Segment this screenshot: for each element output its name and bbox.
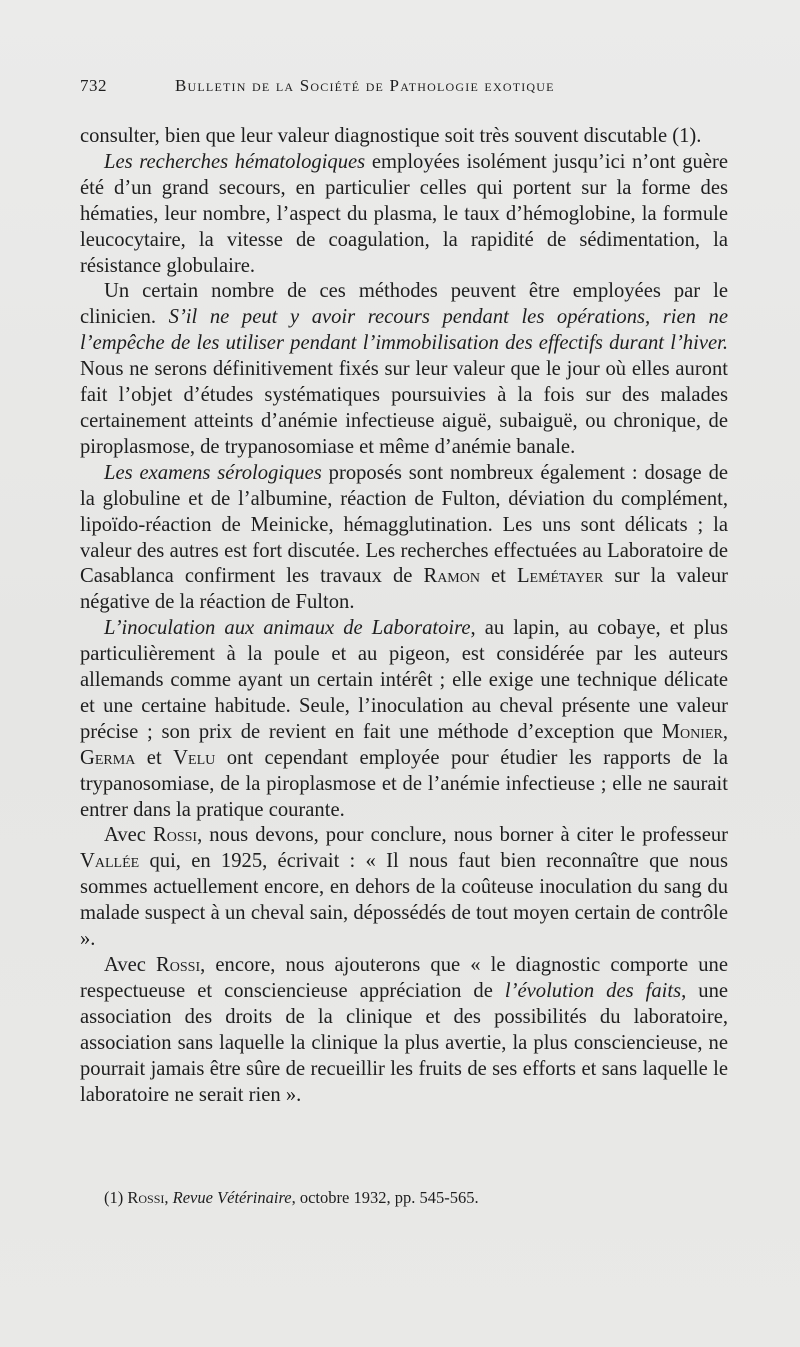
author-name: Rossi bbox=[127, 1188, 165, 1207]
paragraph-text: , une association des droits de la clinique et des possibilités du laboratoire, association sans laquelle la clinique la plus avertie, la plus consciencieuse, ne pourrait jamais être sûre de recueillir les fruits de ses efforts et sans laquelle le laboratoire ne serait rien ». bbox=[80, 979, 728, 1106]
paragraph-7 bbox=[80, 953, 728, 1108]
author-name: Vallée bbox=[80, 850, 140, 873]
italic-heading: Les recherches hématologiques bbox=[104, 150, 366, 173]
author-name: Germa bbox=[80, 746, 136, 769]
paragraph-text: employées isolément jusqu’ici n’ont guère été d’un grand secours, en particulier celles qui portent sur la forme des hématies, leur nombre, l’aspect du plasma, le taux d’hémoglobine, la formule leucocytaire, la vitesse de coagulation, la rapidité de sédimentation, la résistance globulaire. bbox=[80, 150, 728, 277]
paragraph-text: Nous ne serons définitivement fixés sur leur valeur que le jour où elles auront fait l’objet d’études systématiques poursuivies à la fois sur des malades certainement atteints d’anémie infectieuse aiguë, subaiguë, ou chronique, de piroplasmose, de trypanosomiase et même d’anémie banale. bbox=[80, 358, 728, 458]
paragraph-text: qui, en 1925, écrivait : « Il nous faut bien reconnaître que nous sommes actuellement encore, en dehors de la coûteuse inoculation du sang du malade suspect à un cheval sain, dépossédés de tout moyen certain de contrôle ». bbox=[80, 850, 728, 951]
author-name: Ramon bbox=[423, 565, 480, 588]
paragraph-text: et bbox=[135, 746, 174, 769]
italic-heading: Les examens sérologiques bbox=[104, 461, 322, 484]
paragraph-text: , encore, nous ajouterons que « le diagnostic comporte une respectueuse et consciencieuse appréciation de bbox=[80, 954, 728, 1002]
journal-name: Revue Vétérinaire bbox=[172, 1188, 292, 1207]
paragraph-text: Avec bbox=[104, 824, 153, 847]
footnote-text: , bbox=[164, 1188, 173, 1207]
paragraph-3 bbox=[80, 279, 728, 460]
article-body bbox=[80, 124, 728, 1108]
footnote-mark: (1) bbox=[104, 1188, 128, 1207]
italic-emphasis: l’évolution des faits bbox=[504, 979, 682, 1002]
footnote-text: , octobre 1932, pp. 545-565. bbox=[291, 1188, 479, 1207]
paragraph-5 bbox=[80, 616, 728, 823]
page-number: 732 bbox=[80, 76, 107, 95]
author-name: Velu bbox=[173, 746, 216, 769]
paragraph-6 bbox=[80, 823, 728, 953]
paragraph-text: , nous devons, pour conclure, nous borner à citer le professeur bbox=[197, 824, 728, 847]
paragraph-4 bbox=[80, 461, 728, 616]
running-header bbox=[80, 76, 730, 96]
paragraph-text: consulter, bien que leur valeur diagnostique soit très souvent discutable (1). bbox=[80, 125, 702, 147]
italic-emphasis: S’il ne peut y avoir recours pendant les opérations, rien ne l’empêche de les utiliser pendant l’immobilisation des effectifs durant l’hiver. bbox=[80, 306, 728, 355]
paragraph-text: ont cependant employée pour étudier les rapports de la trypanosomiase, de la piroplasmose et de l’anémie infectieuse ; elle ne saurait entrer dans la pratique courante. bbox=[80, 746, 728, 821]
paragraph-text: Avec bbox=[104, 954, 157, 976]
footnote bbox=[104, 1188, 744, 1208]
paragraph-text: , bbox=[722, 720, 728, 743]
paragraph-2 bbox=[80, 150, 728, 280]
paragraph-text: proposés sont nombreux également : dosage de la globuline et de l’albumine, réaction de Fulton, déviation du complément, lipoïdo-réaction de Meinicke, hémagglutination. Les uns sont délicats ; la valeur des autres est fort discutée. Les recherches effectuées au Laboratoire de Casablanca confirment les travaux de bbox=[80, 461, 729, 588]
author-name: Monier bbox=[661, 720, 723, 743]
paragraph-text: Un certain nombre de ces méthodes peuvent être employées par le clinicien. bbox=[80, 280, 728, 329]
paragraph-text: et bbox=[479, 565, 517, 588]
author-name: Rossi bbox=[156, 954, 201, 976]
paragraph-text: , au lapin, au cobaye, et plus particulièrement à la poule et au pigeon, est considérée par les auteurs allemands comme ayant un certain intérêt ; elle exige une technique délicate et une certaine habitude. Seule, l’inoculation au cheval présente une valeur précise ; son prix de revient en fait une méthode d’exception que bbox=[80, 617, 728, 743]
journal-title: Bulletin de la Société de Pathologie exotique bbox=[175, 76, 555, 95]
italic-heading: L’inoculation aux animaux de Laboratoire bbox=[104, 617, 471, 640]
author-name: Rossi bbox=[152, 824, 198, 847]
author-name: Lemétayer bbox=[516, 565, 604, 588]
paragraph-1 bbox=[80, 124, 728, 150]
paragraph-text: sur la valeur négative de la réaction de Fulton. bbox=[80, 565, 728, 614]
